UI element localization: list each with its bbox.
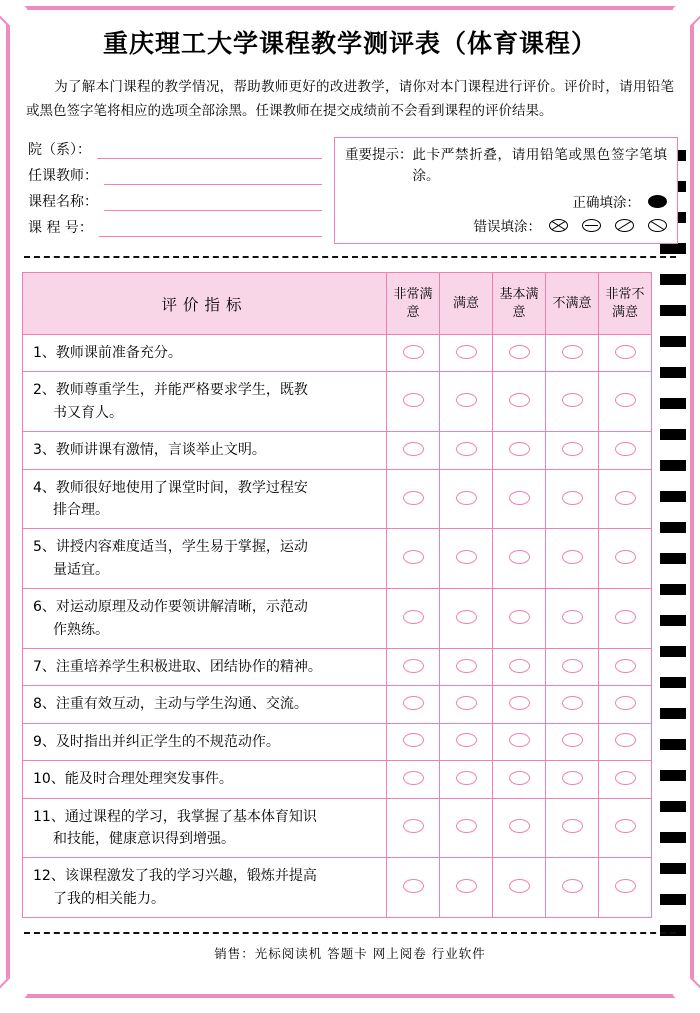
bubble-cell[interactable] (599, 761, 652, 798)
table-row (23, 686, 652, 723)
notice-heading-row (345, 145, 667, 187)
bubble-cell[interactable] (440, 761, 493, 798)
indicator-cell (23, 529, 387, 589)
bubble-cell[interactable] (387, 723, 440, 760)
bubble-cell[interactable] (387, 649, 440, 686)
sheet-border-left (6, 0, 10, 1004)
indicator-line-1: 3、教师讲课有激情，言谈举止文明。 (33, 442, 266, 459)
info-rule-teacher[interactable] (104, 171, 322, 185)
bubble-cell[interactable] (546, 686, 599, 723)
column-header-indicator: 评价指标 (23, 273, 387, 335)
answer-bubble-3[interactable] (509, 696, 530, 710)
bubble-cell[interactable] (387, 469, 440, 529)
bubble-cell[interactable] (440, 335, 493, 372)
answer-bubble-4[interactable] (562, 393, 583, 407)
indicator-cell (23, 649, 387, 686)
bubble-cell[interactable] (440, 858, 493, 918)
bubble-cell[interactable] (440, 529, 493, 589)
column-header-option-2: 满意 (440, 273, 493, 335)
bubble-cell[interactable] (493, 335, 546, 372)
indicator-line-2: 了我的相关能力。 (53, 890, 165, 907)
indicator-cell (23, 761, 387, 798)
info-label-teacher: 任课教师： (28, 168, 98, 185)
answer-bubble-4[interactable] (562, 733, 583, 747)
answer-bubble-3[interactable] (509, 819, 530, 833)
answer-bubble-2[interactable] (456, 491, 477, 505)
indicator-cell (23, 798, 387, 858)
indicator-line-1: 1、教师课前准备充分。 (33, 345, 182, 362)
answer-bubble-3[interactable] (509, 550, 530, 564)
answer-bubble-4[interactable] (562, 819, 583, 833)
divider-bottom (24, 932, 676, 934)
bubble-cell[interactable] (440, 372, 493, 432)
indicator-line-1: 2、教师尊重学生，并能严格要求学生，既教 (33, 382, 308, 399)
indicator-line-2: 量适宜。 (53, 561, 109, 578)
bubble-cell[interactable] (493, 649, 546, 686)
indicator-line-1: 5、讲授内容难度适当，学生易于掌握，运动 (33, 539, 308, 556)
cross-bubble-icon (549, 219, 568, 232)
answer-bubble-5[interactable] (615, 491, 636, 505)
bubble-cell[interactable] (599, 686, 652, 723)
answer-bubble-5[interactable] (615, 550, 636, 564)
notice-text: 此卡严禁折叠，请用铅笔或黑色签字笔填涂。 (412, 147, 667, 185)
bubble-cell[interactable] (387, 529, 440, 589)
bubble-cell[interactable] (546, 529, 599, 589)
bubble-cell[interactable] (599, 723, 652, 760)
page-title: 重庆理工大学课程教学测评表（体育课程） (102, 29, 597, 58)
answer-bubble-2[interactable] (456, 550, 477, 564)
answer-bubble-4[interactable] (562, 442, 583, 456)
info-field-course-name[interactable] (28, 189, 322, 211)
bubble-cell[interactable] (493, 686, 546, 723)
indicator-line-1: 10、能及时合理处理突发事件。 (33, 771, 233, 788)
indicator-line-1: 12、该课程激发了我的学习兴趣，锻炼并提高 (33, 868, 317, 885)
bubble-cell[interactable] (599, 589, 652, 649)
table-row (23, 469, 652, 529)
bubble-cell[interactable] (440, 469, 493, 529)
indicator-cell (23, 372, 387, 432)
answer-bubble-3[interactable] (509, 393, 530, 407)
wrong-mark-samples (549, 219, 667, 232)
table-row (23, 372, 652, 432)
answer-bubble-3[interactable] (509, 879, 530, 893)
answer-bubble-3[interactable] (509, 345, 530, 359)
bubble-cell[interactable] (493, 469, 546, 529)
answer-bubble-5[interactable] (615, 442, 636, 456)
table-row (23, 649, 652, 686)
answer-bubble-4[interactable] (562, 345, 583, 359)
answer-bubble-4[interactable] (562, 771, 583, 785)
answer-bubble-5[interactable] (615, 819, 636, 833)
answer-bubble-4[interactable] (562, 610, 583, 624)
info-rule-department[interactable] (97, 145, 322, 159)
indicator-line-1: 11、通过课程的学习，我掌握了基本体育知识 (33, 808, 317, 825)
answer-bubble-2[interactable] (456, 879, 477, 893)
bubble-cell[interactable] (546, 335, 599, 372)
bubble-cell[interactable] (599, 529, 652, 589)
evaluation-table (22, 272, 652, 918)
answer-bubble-2[interactable] (456, 733, 477, 747)
bubble-cell[interactable] (599, 798, 652, 858)
answer-bubble-1[interactable] (403, 610, 424, 624)
indicator-cell (23, 469, 387, 529)
slash-bubble-icon (615, 219, 634, 232)
indicator-line-2: 作熟练。 (53, 621, 109, 638)
answer-bubble-1[interactable] (403, 879, 424, 893)
answer-bubble-2[interactable] (456, 659, 477, 673)
answer-bubble-1[interactable] (403, 491, 424, 505)
bubble-cell[interactable] (440, 432, 493, 469)
indicator-line-1: 4、教师很好地使用了课堂时间，教学过程安 (33, 479, 308, 496)
answer-bubble-1[interactable] (403, 696, 424, 710)
bubble-cell[interactable] (493, 372, 546, 432)
answer-bubble-1[interactable] (403, 819, 424, 833)
indicator-cell (23, 335, 387, 372)
footer-text: 销售：光标阅读机 答题卡 网上阅卷 行业软件 (214, 946, 486, 962)
bubble-cell[interactable] (546, 858, 599, 918)
info-label-department: 院（系）： (28, 142, 91, 159)
answer-bubble-4[interactable] (562, 550, 583, 564)
bubble-cell[interactable] (546, 649, 599, 686)
answer-bubble-5[interactable] (615, 610, 636, 624)
info-and-tip-row (22, 137, 678, 244)
table-row (23, 589, 652, 649)
bubble-cell[interactable] (387, 335, 440, 372)
indicator-line-2: 书又育人。 (53, 404, 123, 421)
table-row (23, 798, 652, 858)
bubble-cell[interactable] (546, 798, 599, 858)
indicator-line-1: 7、注重培养学生积极进取、团结协作的精神。 (33, 659, 322, 675)
bubble-cell[interactable] (387, 858, 440, 918)
bubble-cell[interactable] (493, 529, 546, 589)
indicator-cell (23, 686, 387, 723)
bubble-cell[interactable] (493, 858, 546, 918)
answer-bubble-3[interactable] (509, 771, 530, 785)
corner-notch-bottom-right (673, 977, 700, 1013)
answer-bubble-3[interactable] (509, 610, 530, 624)
table-header-row (23, 273, 652, 335)
backslash-bubble-icon (648, 219, 667, 232)
answer-bubble-5[interactable] (615, 659, 636, 673)
info-rule-course-number[interactable] (99, 223, 322, 237)
column-header-option-3: 基本满意 (493, 273, 546, 335)
table-row (23, 761, 652, 798)
answer-bubble-1[interactable] (403, 733, 424, 747)
bubble-cell[interactable] (387, 589, 440, 649)
bubble-cell[interactable] (599, 469, 652, 529)
correct-mark-label: 正确填涂： (572, 195, 640, 212)
correct-mark-samples (648, 195, 667, 208)
column-header-option-1: 非常满意 (387, 273, 440, 335)
answer-bubble-5[interactable] (615, 345, 636, 359)
bubble-cell[interactable] (440, 686, 493, 723)
answer-bubble-2[interactable] (456, 771, 477, 785)
info-field-course-number[interactable] (28, 215, 322, 237)
indicator-line-2: 排合理。 (53, 502, 109, 519)
info-rule-course-name[interactable] (104, 197, 322, 211)
filled-bubble-icon (648, 195, 667, 208)
answer-bubble-3[interactable] (509, 491, 530, 505)
answer-bubble-5[interactable] (615, 393, 636, 407)
indicator-line-1: 8、注重有效互动，主动与学生沟通、交流。 (33, 696, 308, 713)
info-label-course-number: 课 程 号： (28, 220, 93, 237)
indicator-line-1: 6、对运动原理及动作要领讲解清晰，示范动 (33, 599, 308, 616)
answer-bubble-1[interactable] (403, 659, 424, 673)
answer-bubble-3[interactable] (509, 442, 530, 456)
bubble-cell[interactable] (493, 723, 546, 760)
answer-bubble-3[interactable] (509, 659, 530, 673)
answer-bubble-2[interactable] (456, 610, 477, 624)
column-header-option-4: 不满意 (546, 273, 599, 335)
answer-bubble-4[interactable] (562, 491, 583, 505)
bubble-cell[interactable] (387, 372, 440, 432)
answer-bubble-3[interactable] (509, 733, 530, 747)
answer-bubble-2[interactable] (456, 819, 477, 833)
answer-bubble-4[interactable] (562, 659, 583, 673)
answer-bubble-5[interactable] (615, 771, 636, 785)
answer-bubble-2[interactable] (456, 393, 477, 407)
table-row (23, 723, 652, 760)
indicator-cell (23, 432, 387, 469)
answer-bubble-1[interactable] (403, 442, 424, 456)
indicator-cell (23, 858, 387, 918)
bubble-cell[interactable] (546, 372, 599, 432)
sheet-border-top (6, 6, 694, 10)
sheet-content (22, 14, 678, 962)
table-row (23, 858, 652, 918)
bubble-cell[interactable] (493, 798, 546, 858)
answer-bubble-1[interactable] (403, 345, 424, 359)
answer-bubble-5[interactable] (615, 733, 636, 747)
answer-bubble-5[interactable] (615, 696, 636, 710)
wrong-mark-row (345, 215, 667, 235)
bubble-cell[interactable] (387, 432, 440, 469)
info-label-course-name: 课程名称： (28, 194, 98, 211)
correct-mark-row (345, 191, 667, 211)
corner-notch-bottom-left (0, 977, 27, 1013)
column-header-option-5: 非常不满意 (599, 273, 652, 335)
info-field-department[interactable] (28, 137, 322, 159)
bubble-cell[interactable] (546, 469, 599, 529)
indicator-line-1: 9、及时指出并纠正学生的不规范动作。 (33, 733, 280, 750)
answer-bubble-2[interactable] (456, 442, 477, 456)
indicator-cell (23, 589, 387, 649)
wrong-mark-label: 错误填涂： (473, 219, 541, 236)
student-info-block (22, 137, 322, 241)
indicator-cell (23, 723, 387, 760)
notice-heading: 重要提示： (345, 147, 413, 164)
indicator-line-2: 和技能，健康意识得到增强。 (53, 830, 235, 847)
answer-bubble-1[interactable] (403, 550, 424, 564)
bubble-cell[interactable] (440, 723, 493, 760)
bubble-cell[interactable] (440, 798, 493, 858)
bubble-cell[interactable] (387, 686, 440, 723)
bubble-cell[interactable] (599, 649, 652, 686)
bubble-cell[interactable] (493, 761, 546, 798)
bubble-cell[interactable] (440, 589, 493, 649)
table-row (23, 529, 652, 589)
bubble-cell[interactable] (493, 432, 546, 469)
answer-bubble-1[interactable] (403, 393, 424, 407)
bubble-cell[interactable] (599, 432, 652, 469)
bubble-cell[interactable] (546, 723, 599, 760)
important-notice-box (334, 137, 678, 244)
answer-bubble-5[interactable] (615, 879, 636, 893)
intro-text: 为了解本门课程的教学情况，帮助教师更好的改进教学，请你对本门课程进行评价。评价时，请用铅笔或黑色签字笔将相应的选项全部涂黑。任课教师在提交成绩前不会看到课程的评价结果。 (26, 79, 674, 119)
bubble-cell[interactable] (599, 372, 652, 432)
bubble-cell[interactable] (440, 649, 493, 686)
answer-bubble-4[interactable] (562, 879, 583, 893)
bubble-cell[interactable] (546, 589, 599, 649)
bubble-cell[interactable] (599, 858, 652, 918)
divider-top (24, 256, 676, 258)
bubble-cell[interactable] (387, 798, 440, 858)
answer-bubble-4[interactable] (562, 696, 583, 710)
bubble-cell[interactable] (387, 761, 440, 798)
answer-bubble-2[interactable] (456, 345, 477, 359)
bubble-cell[interactable] (546, 432, 599, 469)
intro-paragraph (26, 76, 674, 123)
bubble-cell[interactable] (493, 589, 546, 649)
sheet-border-bottom (6, 994, 694, 998)
answer-bubble-2[interactable] (456, 696, 477, 710)
sheet-border-right (690, 0, 694, 1004)
dash-bubble-icon (582, 219, 601, 232)
bubble-cell[interactable] (599, 335, 652, 372)
table-row (23, 432, 652, 469)
bubble-cell[interactable] (546, 761, 599, 798)
info-field-teacher[interactable] (28, 163, 322, 185)
answer-bubble-1[interactable] (403, 771, 424, 785)
table-row (23, 335, 652, 372)
